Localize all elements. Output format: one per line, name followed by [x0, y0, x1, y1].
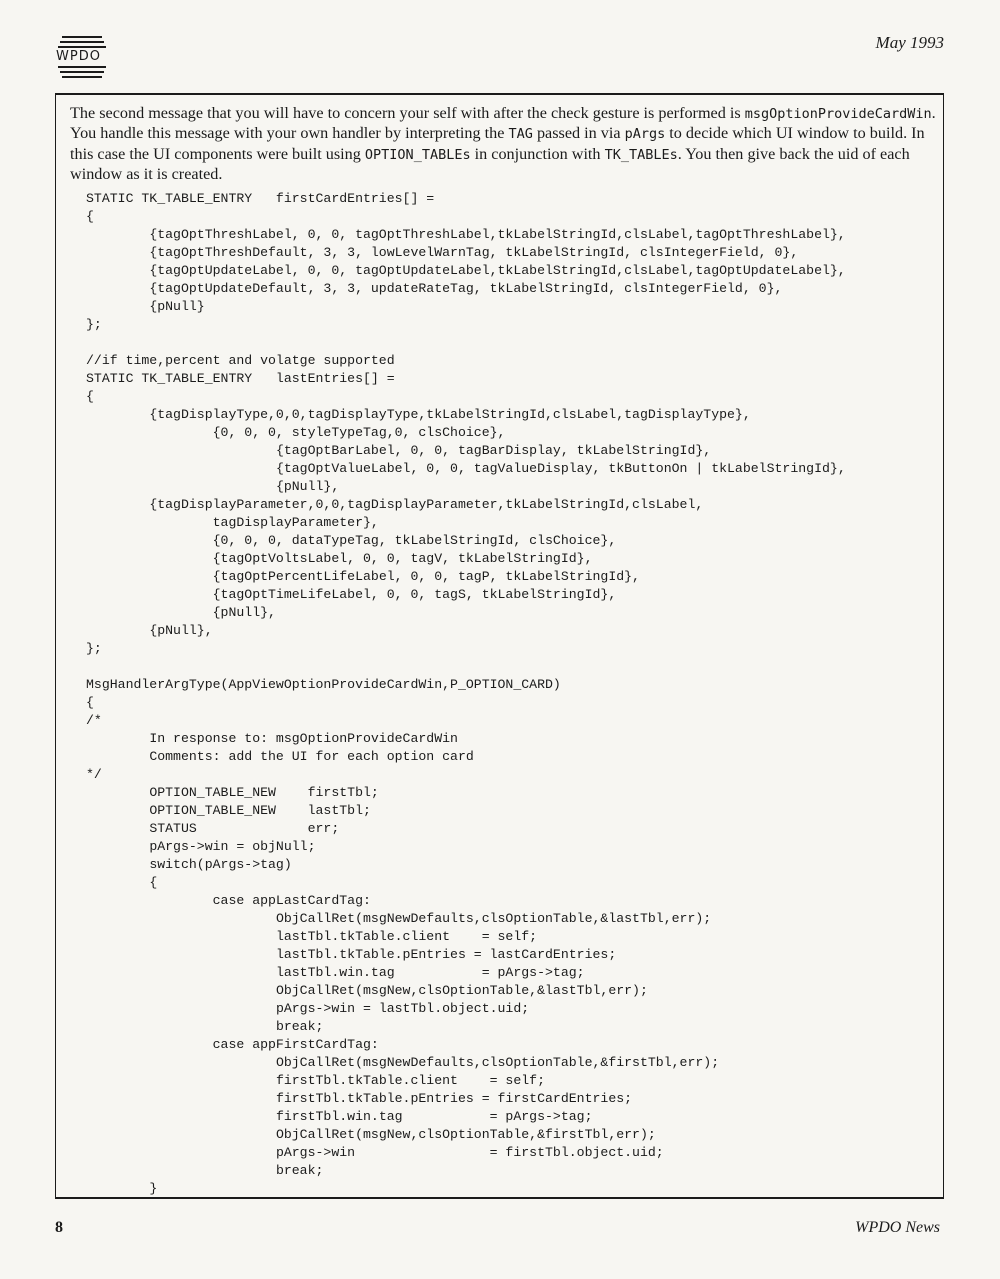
code-line: {pNull},: [86, 605, 276, 620]
logo-stripe: [62, 76, 102, 78]
code-line: switch(pArgs->tag): [86, 857, 292, 872]
inline-code: pArgs: [624, 126, 666, 143]
intro-text: passed in via: [532, 124, 625, 143]
code-line: case appLastCardTag:: [86, 893, 371, 908]
code-line: OPTION_TABLE_NEW lastTbl;: [86, 803, 371, 818]
frame-rule-left: [55, 93, 56, 1198]
code-line: lastTbl.tkTable.client = self;: [86, 929, 538, 944]
code-line: pArgs->win = lastTbl.object.uid;: [86, 1001, 530, 1016]
code-line: //if time,percent and volatge supported: [86, 353, 395, 368]
code-line: };: [86, 641, 102, 656]
code-line: {tagOptBarLabel, 0, 0, tagBarDisplay, tkLabelStringId},: [86, 443, 712, 458]
logo-stripe: [58, 66, 106, 68]
code-line: {pNull}: [86, 299, 205, 314]
code-line: {tagOptValueLabel, 0, 0, tagValueDisplay, tkButtonOn | tkLabelStringId},: [86, 461, 846, 476]
code-line: {tagOptUpdateLabel, 0, 0, tagOptUpdateLabel,tkLabelStringId,clsLabel,tagOptUpdateLabel},: [86, 263, 846, 278]
code-line: lastTbl.win.tag = pArgs->tag;: [86, 965, 585, 980]
frame-rule-right: [943, 93, 944, 1198]
code-line: STATIC TK_TABLE_ENTRY firstCardEntries[] =: [86, 191, 435, 206]
code-line: ObjCallRet(msgNew,clsOptionTable,&firstTbl,err);: [86, 1127, 656, 1142]
logo-text: WPDO: [56, 49, 101, 64]
code-line: break;: [86, 1163, 324, 1178]
code-line: ObjCallRet(msgNewDefaults,clsOptionTable,&lastTbl,err);: [86, 911, 712, 926]
code-line: {tagOptThreshLabel, 0, 0, tagOptThreshLabel,tkLabelStringId,clsLabel,tagOptThreshLabel},: [86, 227, 846, 242]
inline-code: TK_TABLEs: [604, 146, 678, 163]
inline-code: OPTION_TABLEs: [364, 146, 471, 163]
code-line: pArgs->win = objNull;: [86, 839, 316, 854]
logo-stripe: [58, 46, 106, 48]
code-line: {tagOptPercentLifeLabel, 0, 0, tagP, tkLabelStringId},: [86, 569, 640, 584]
code-line: lastTbl.tkTable.pEntries = lastCardEntries;: [86, 947, 617, 962]
code-line: Comments: add the UI for each option card: [86, 749, 474, 764]
code-line: };: [86, 317, 102, 332]
page-number: 8: [55, 1219, 63, 1236]
code-line: /*: [86, 713, 102, 728]
code-line: {tagDisplayParameter,0,0,tagDisplayParameter,tkLabelStringId,clsLabel,: [86, 497, 704, 512]
intro-text: to decide which UI window to build. In this case the UI components were built using: [70, 124, 925, 163]
code-line: {tagOptThreshDefault, 3, 3, lowLevelWarnTag, tkLabelStringId, clsIntegerField, 0},: [86, 245, 799, 260]
code-line: {tagOptUpdateDefault, 3, 3, updateRateTag, tkLabelStringId, clsIntegerField, 0},: [86, 281, 783, 296]
code-line: {: [86, 389, 94, 404]
intro-paragraph: [70, 104, 936, 185]
code-line: In response to: msgOptionProvideCardWin: [86, 731, 458, 746]
logo-stripe: [62, 36, 102, 38]
intro-text: . You then give back the uid of each window as it is created.: [70, 144, 910, 184]
code-line: {pNull},: [86, 479, 340, 494]
code-line: OPTION_TABLE_NEW firstTbl;: [86, 785, 379, 800]
publication-name: WPDO News: [855, 1219, 940, 1236]
inline-code: msgOptionProvideCardWin: [744, 106, 932, 122]
issue-date: May 1993: [875, 33, 944, 52]
code-line: firstTbl.tkTable.pEntries = firstCardEntries;: [86, 1091, 633, 1106]
code-line: tagDisplayParameter},: [86, 515, 379, 530]
code-line: */: [86, 767, 102, 782]
code-line: ObjCallRet(msgNewDefaults,clsOptionTable,&firstTbl,err);: [86, 1055, 720, 1070]
code-line: {0, 0, 0, dataTypeTag, tkLabelStringId, clsChoice},: [86, 533, 617, 548]
frame-rule-top: [55, 93, 944, 95]
code-listing: [86, 190, 936, 1198]
code-line: }: [86, 1181, 158, 1196]
code-line: firstTbl.win.tag = pArgs->tag;: [86, 1109, 593, 1124]
logo-stripe: [60, 41, 104, 43]
code-line: break;: [86, 1019, 324, 1034]
code-line: STATUS err;: [86, 821, 340, 836]
code-line: firstTbl.tkTable.client = self;: [86, 1073, 546, 1088]
intro-text: The second message that you will have to concern your self with after the check gesture is performed is: [70, 104, 745, 122]
code-line: STATIC TK_TABLE_ENTRY lastEntries[] =: [86, 371, 395, 386]
code-line: {pNull},: [86, 623, 213, 638]
code-line: {0, 0, 0, styleTypeTag,0, clsChoice},: [86, 425, 506, 440]
intro-text: in conjunction with: [470, 144, 605, 163]
code-line: {: [86, 209, 94, 224]
code-line: {tagDisplayType,0,0,tagDisplayType,tkLabelStringId,clsLabel,tagDisplayType},: [86, 407, 751, 422]
code-line: {: [86, 875, 158, 890]
inline-code: TAG: [508, 126, 533, 143]
intro-text: . You handle this message with your own handler by interpreting the: [70, 104, 936, 143]
code-line: MsgHandlerArgType(AppViewOptionProvideCardWin,P_OPTION_CARD): [86, 677, 561, 692]
wpdo-logo: [52, 36, 118, 80]
code-line: ObjCallRet(msgNew,clsOptionTable,&lastTbl,err);: [86, 983, 648, 998]
code-line: {: [86, 695, 94, 710]
code-line: {tagOptVoltsLabel, 0, 0, tagV, tkLabelStringId},: [86, 551, 593, 566]
code-line: pArgs->win = firstTbl.object.uid;: [86, 1145, 664, 1160]
code-line: case appFirstCardTag:: [86, 1037, 379, 1052]
logo-stripe: [60, 71, 104, 73]
code-line: {tagOptTimeLifeLabel, 0, 0, tagS, tkLabelStringId},: [86, 587, 617, 602]
